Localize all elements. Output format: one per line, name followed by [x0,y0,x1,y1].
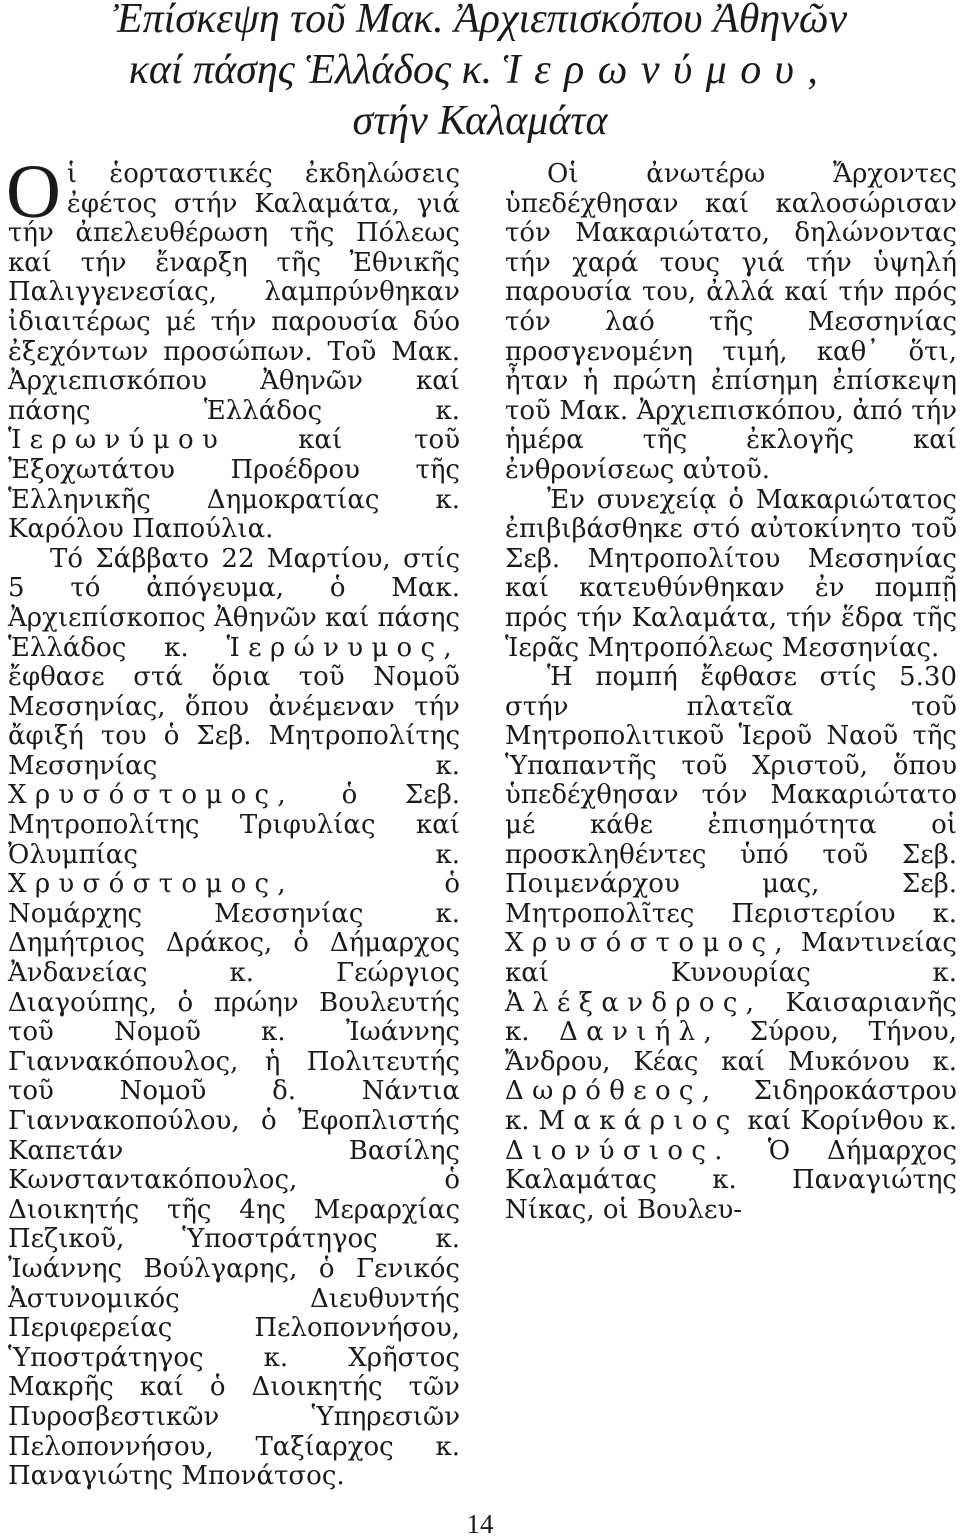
name-spaced: Δωρόθεος, [505,1076,719,1107]
paragraph-reception [505,663,957,1225]
intro-lead: ἱ ἑορταστικές ἐκδηλώσεις ἐφέτος στήν Καλαμάτα, γιά τήν ἀπελευθέρωση τῆς Πόλεως καί τήν ἔναρξη τῆς Ἐθνικῆς Παλιγγενεσίας, λαμπρύνθηκαν ἰδιαιτέρως μέ τήν παρουσία δύο ἐξεχόντων προσώπων. Τοῦ Μακ. Ἀρχιεπισκόπου Ἀθηνῶν καί πάσης Ἑλλάδος κ. [8,159,460,426]
reception-text-i: Σιδηροκάστρου κ. [505,1076,957,1136]
name-spaced: Διονύσιος. [505,1135,731,1166]
reception-text-e: Καισαριανῆς κ. [505,987,957,1048]
name-spaced: Ἀλέξανδρος, [505,987,763,1018]
reception-text-a: Ἡ πομπή ἔφθασε στίς 5.30 στήν πλατεῖα τοῦ Μητροπολιτικοῦ Ἱεροῦ Ναοῦ τῆς Ὑπαπαντῆς τοῦ Χριστοῦ, ὅπου ὑπεδέχθησαν τόν Μακαριώτατο μέ κάθε ἐπισημότητα οἱ προσκληθέντες ὑπό τοῦ Σεβ. Ποιμενάρχου μας, Σεβ. Μητροπολῖτες Περιστερίου κ. [505,662,957,929]
arrival-text-e: ὁ Σεβ. Μητροπολίτης Τριφυλίας καί Ὀλυμπίας κ. [8,780,460,870]
page-number: 14 [466,1509,494,1539]
title-line-3: στήν Καλαμάτα [352,98,608,144]
reception-text-c: Μαντινείας καί Κυνουρίας κ. [505,928,957,989]
title-name-spaced: Ἱερωνύμου, [502,47,832,93]
arrival-text-a: Τό Σάββατο 22 Μαρτίου, στίς 5 τό ἀπόγευμα, ὁ Μακ. Ἀρχιεπίσκοπος Ἀθηνῶν καί πάσης Ἑλλάδος κ. [8,543,460,663]
article-title [0,0,960,147]
name-spaced: Ἱερώνυμος, [226,632,460,663]
drop-cap: Ο [6,150,61,234]
reception-text-k: καί Κορίνθου κ. [747,1106,957,1136]
name-spaced: Χρυσόστομος, [505,928,792,959]
intro-end: καί τοῦ Ἐξοχωτάτου Προέδρου τῆς Ἑλληνικῆς Δημοκρατίας κ. Καρόλου Παπούλια. [8,425,460,545]
reception-text-m: Ὁ Δήμαρχος Καλαμάτας κ. Παναγιώτης Νίκας, οἱ Βουλευ- [505,1135,958,1225]
title-line-1: Ἐπίσκεψη τοῦ Μακ. Ἀρχιεπισκόπου Ἀθηνῶν [112,0,848,42]
text-column-right [505,160,957,1225]
reception-text-g: Σύρου, Τήνου, Ἄνδρου, Κέας καί Μυκόνου κ. [505,1017,957,1077]
arrival-text-c: ἔφθασε στά ὅρια τοῦ Νομοῦ Μεσσηνίας, ὅπου ἀνέμεναν τήν ἄφιξή του ὁ Σεβ. Μητροπολίτης Μεσσηνίας κ. [8,662,460,781]
text-column-left [6,150,460,1492]
name-spaced: Μακάριος [538,1106,739,1136]
paragraph-arrival [8,545,460,1492]
paragraph-intro [6,150,460,545]
name-spaced: Χρυσόστομος, [8,869,295,900]
name-spaced: Χρυσόστομος, [8,780,295,811]
paragraph-welcome: Οἱ ἀνωτέρω Ἄρχοντες ὑπεδέχθησαν καί καλοσώρισαν τόν Μακαριώτατο, δηλώνοντας τήν χαρά τους γιά τήν ὑψηλή παρουσία του, ἀλλά καί τήν πρός τόν λαό τῆς Μεσσηνίας προσγενομένη τιμή, καθ᾽ ὅτι, ἦταν ἡ πρώτη ἐπίσημη ἐπίσκεψη τοῦ Μακ. Ἀρχιεπισκόπου, ἀπό τήν ἡμέρα τῆς ἐκλογῆς καί ἐνθρονίσεως αὐτοῦ. [505,159,957,485]
name-spaced: Ἱερωνύμου [8,425,227,456]
title-line-2-text: καί πάσης Ἑλλάδος κ. [128,47,493,93]
paragraph-procession: Ἐν συνεχείᾳ ὁ Μακαριώτατος ἐπιβιβάσθηκε στό αὐτοκίνητο τοῦ Σεβ. Μητροπολίτου Μεσσηνίας καί κατευθύνθηκαν ἐν πομπῇ πρός τήν Καλαμάτα, τήν ἕδρα τῆς Ἱερᾶς Μητροπόλεως Μεσσηνίας. [505,484,957,663]
arrival-text-g: ὁ Νομάρχης Μεσσηνίας κ. Δημήτριος Δράκος, ὁ Δήμαρχος Ἀνδανείας κ. Γεώργιος Διαγούπης, ὁ πρώην Βουλευτής τοῦ Νομοῦ κ. Ἰωάννης Γιαννακόπουλος, ἡ Πολιτευτής τοῦ Νομοῦ δ. Νάντια Γιαννακοπούλου, ὁ Ἐφοπλιστής Καπετάν Βασίλης Κωνσταντακόπουλος, ὁ Διοικητής τῆς 4ης Μεραρχίας Πεζικοῦ, Ὑποστράτηγος κ. Ἰωάννης Βούλγαρης, ὁ Γενικός Ἀστυνομικός Διευθυντής Περιφερείας Πελοποννήσου, Ὑποστράτηγος κ. Χρῆστος Μακρῆς καί ὁ Διοικητής τῶν Πυροσβεστικῶν Ὑπηρεσιῶν Πελοποννήσου, Ταξίαρχος κ. Παναγιώτης Μπονάτσος. [8,869,460,1492]
title-line-2 [0,45,960,96]
name-spaced: Δανιήλ, [559,1017,721,1048]
